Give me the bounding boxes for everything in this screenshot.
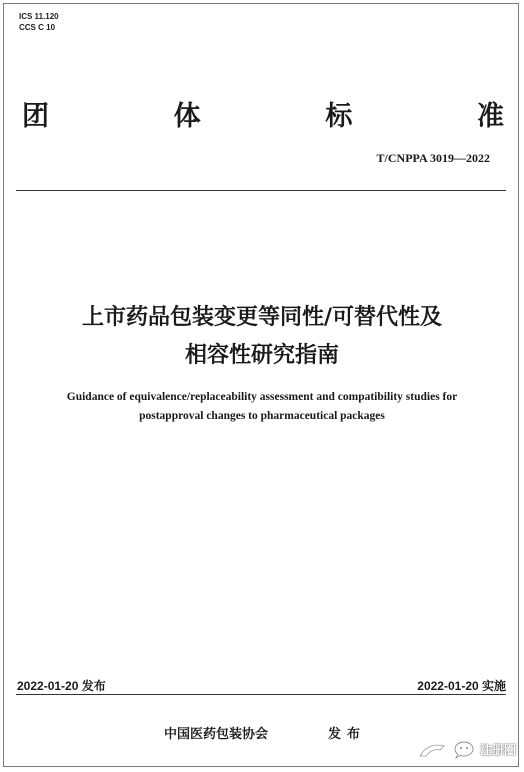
chinese-title	[4, 299, 520, 375]
standard-number: T/CNPPA 3019—2022	[376, 151, 490, 165]
chinese-title-line-1: 上市药品包装变更等同性/可替代性及	[81, 305, 443, 330]
wechat-bubble-icon	[418, 738, 476, 760]
english-title-line-2: postapproval changes to pharmaceutical packages	[139, 410, 385, 422]
issuing-organization: 中国医药包装协会	[164, 727, 269, 742]
bottom-divider	[16, 694, 506, 695]
ics-code: ICS 11.120	[19, 12, 59, 21]
english-title-line-1: Guidance of equivalence/replaceability assessment and compatibility studies for	[66, 391, 458, 403]
standard-type-char-3: 标	[325, 101, 353, 132]
watermark-text: 注册圈	[479, 742, 516, 757]
implementation-date: 2022-01-20 实施	[417, 679, 506, 693]
top-divider	[16, 190, 506, 191]
watermark	[418, 738, 516, 760]
standard-cover-page	[3, 3, 519, 767]
english-title	[4, 388, 520, 426]
standard-type-heading	[22, 94, 504, 133]
standard-type-char-2: 体	[173, 101, 201, 132]
ccs-code: CCS C 10	[19, 23, 56, 32]
standard-type-char-4: 准	[476, 101, 504, 132]
classification-codes	[19, 11, 59, 33]
publish-label: 发布	[328, 727, 367, 742]
standard-type-char-1: 团	[22, 101, 49, 132]
release-date: 2022-01-20 发布	[17, 679, 106, 693]
chinese-title-line-2: 相容性研究指南	[184, 343, 339, 368]
